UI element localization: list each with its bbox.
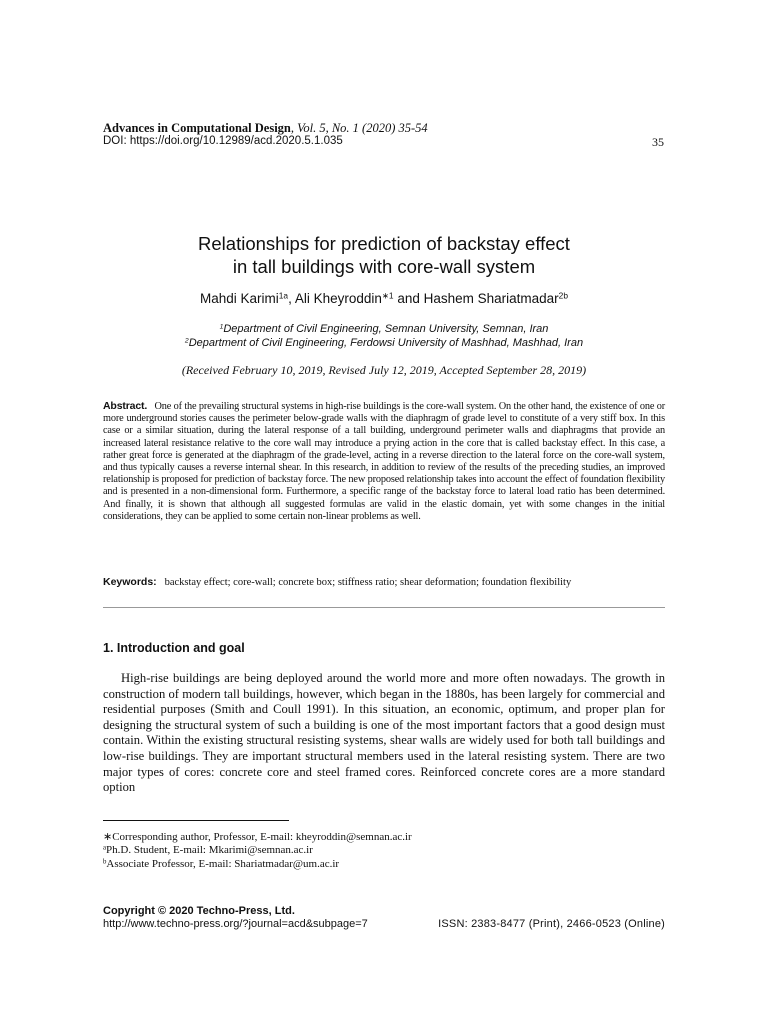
- journal-citation: [103, 121, 428, 136]
- author-2: Ali Kheyroddin: [294, 291, 382, 306]
- affiliation-1: [100, 323, 668, 335]
- footnote-1: [103, 830, 412, 843]
- author-separator: and: [393, 291, 424, 306]
- affiliation-2: [100, 337, 668, 349]
- abstract-text: One of the prevailing structural systems in high-rise buildings is the core-wall system. On the other hand, the existence of one or more underground stories causes the perimeter below-grade walls with the diaphragm of grade level to constitute of a very stiff box. In this case or a similar situation, during the lateral response of a tall building, underground perimeter walls and diaphragms that provide an increased lateral resistance relative to the core wall may introduce a prying action in the core that is called backstay effect. In this case, a rather great force is generated at the diaphragm of the grade-level, acting in a reverse direction to the lateral force on the core-wall system, and thus typically causes a reverse internal shear. In this research, in addition to review of the results of the preceding studies, an improved relationship is proposed for prediction of backstay force. The new proposed relationship takes into account the effect of foundation flexibility and is presented in a non-dimensional form. Furthermore, a specific range of the backstay force to lateral load ratio has been determined. And finally, it is shown that although all suggested formulas are valid in the elastic domain, yet with some changes in the initial considerations, they can be applied to some certain non-linear problems as well.: [103, 401, 665, 522]
- keywords-divider: [103, 607, 665, 608]
- footnote-2: [103, 844, 313, 856]
- footnote-1-text: Corresponding author, Professor, E-mail: kheyroddin@semnan.ac.ir: [112, 831, 412, 843]
- footnote-3: [103, 858, 339, 870]
- footnote-3-text: Associate Professor, E-mail: Shariatmadar@um.ac.ir: [106, 858, 340, 870]
- author-2-affil: ∗1: [381, 290, 394, 301]
- author-3: Hashem Shariatmadar: [423, 291, 559, 306]
- affiliation-2-mark: 2: [184, 337, 189, 345]
- keywords-text: backstay effect; core-wall; concrete box; stiffness ratio; shear deformation; foundation flexibility: [164, 577, 572, 588]
- title-line-2: in tall buildings with core-wall system: [232, 256, 536, 277]
- journal-url-link[interactable]: http://www.techno-press.org/?journal=acd&subpage=7: [103, 918, 368, 930]
- footnote-3-mark: b: [103, 858, 107, 866]
- affiliation-2-text: Department of Civil Engineering, Ferdowsi University of Mashhad, Mashhad, Iran: [188, 337, 584, 349]
- abstract: [103, 400, 665, 523]
- abstract-label: Abstract.: [103, 400, 148, 412]
- author-1: Mahdi Karimi: [200, 291, 279, 306]
- paper-title: [100, 232, 668, 278]
- page-number: 35: [652, 135, 664, 149]
- title-line-1: Relationships for prediction of backstay effect: [198, 233, 570, 254]
- affiliation-1-mark: 1: [219, 323, 224, 331]
- section-heading: 1. Introduction and goal: [103, 641, 245, 655]
- footnote-2-text: Ph.D. Student, E-mail: Mkarimi@semnan.ac.ir: [106, 844, 313, 856]
- issn: ISSN: 2383-8477 (Print), 2466-0523 (Online): [438, 918, 665, 930]
- author-3-affil: 2b: [558, 290, 568, 301]
- journal-volume: , Vol. 5, No. 1 (2020) 35-54: [290, 121, 428, 135]
- journal-name: Advances in Computational Design: [103, 121, 291, 135]
- footnote-divider: [103, 820, 289, 821]
- received-dates: (Received February 10, 2019, Revised July 12, 2019, Accepted September 28, 2019): [181, 363, 587, 377]
- body-paragraph: High-rise buildings are being deployed around the world more and more often nowadays. The growth in construction of modern tall buildings, however, which began in the 1880s, has been largely for commercial and residential purposes (Smith and Coull 1991). In this situation, an economic, optimum, and proper plan for designing the structural system of such a building is one of the most important factors that a good design must contain. Within the existing structural resisting systems, shear walls are widely used for both tall buildings and low-rise buildings. They are important structural members used in the lateral resisting system. There are two major types of cores: concrete core and steel framed cores. Reinforced concrete cores are a more standard option: [103, 671, 665, 795]
- author-list: [100, 291, 668, 306]
- footnote-1-mark: ∗: [103, 831, 113, 843]
- author-separator: ,: [288, 291, 295, 306]
- doi-line[interactable]: DOI: https://doi.org/10.12989/acd.2020.5.1.035: [103, 135, 343, 147]
- author-1-affil: 1a: [278, 290, 289, 301]
- copyright: Copyright © 2020 Techno-Press, Ltd.: [103, 905, 295, 917]
- footnote-2-mark: a: [103, 844, 107, 852]
- keywords: [103, 576, 665, 589]
- affiliation-1-text: Department of Civil Engineering, Semnan University, Semnan, Iran: [223, 323, 549, 335]
- keywords-label: Keywords:: [103, 576, 157, 588]
